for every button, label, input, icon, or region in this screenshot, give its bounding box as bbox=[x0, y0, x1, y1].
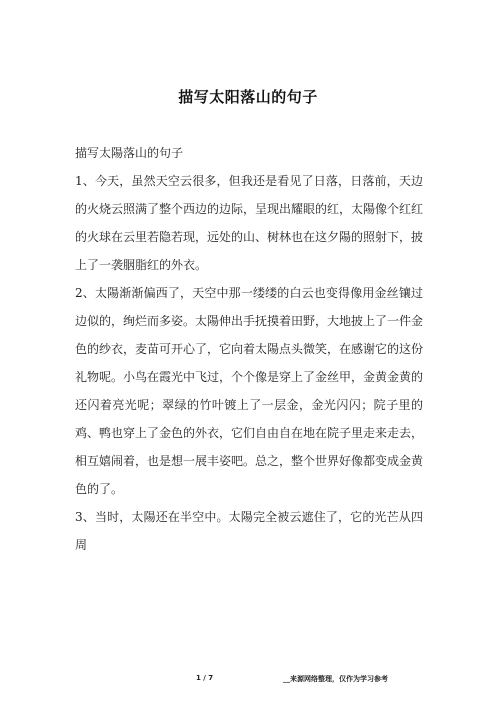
paragraph-1: 1、今天，虽然天空云很多，但我还是看见了日落，日落前，天边的火烧云照满了整个西边的边际，呈现出耀眼的红，太陽像个红红的火球在云里若隐若现，远处的山、树林也在这夕陽的照射下，披上了一袭胭脂红的外衣。 bbox=[75, 174, 424, 272]
source-note: __来源网络整理，仅作为学习参考 bbox=[283, 675, 388, 683]
paragraph-2: 2、太陽渐渐偏西了，天空中那一缕缕的白云也变得像用金丝镶过边似的，绚烂而多姿。太陽伸出手抚摸着田野，大地披上了一件金色的纱衣，麦苗可开心了，它向着太陽点头微笑，在感谢它的这份礼物呢。小鸟在霞光中飞过，个个像是穿上了金丝甲，金黄金黄的还闪着亮光呢；翠绿的竹叶镀上了一层金，金光闪闪；院子里的鸡、鸭也穿上了金色的外衣，它们自由自在地在院子里走来走去，相互嬉闹着，也是想一展丰姿吧。总之，整个世界好像都变成金黄色的了。 bbox=[75, 286, 424, 496]
paragraph-subtitle: 描写太陽落山的句子 bbox=[75, 146, 184, 160]
page-footer bbox=[0, 672, 496, 686]
document-body bbox=[75, 139, 423, 559]
page-number: 1 / 7 bbox=[196, 674, 214, 682]
paragraph-3: 3、当时，太陽还在半空中。太陽完全被云遮住了，它的光芒从四周 bbox=[75, 510, 423, 552]
page-title: 描写太阳落山的句子 bbox=[178, 88, 318, 106]
